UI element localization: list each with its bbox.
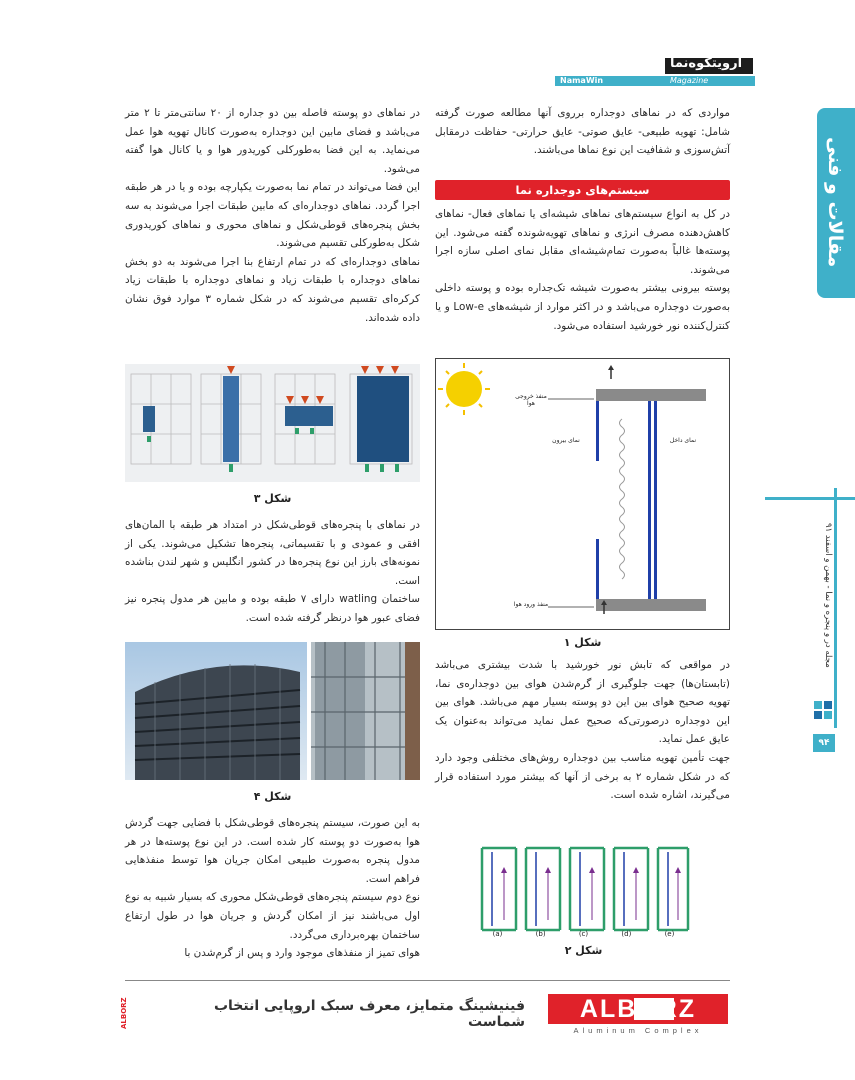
alborz-logo: [548, 992, 728, 1038]
fig1-outlet-label: منفذ خروجی هوا: [515, 393, 547, 407]
figure-3-caption: شکل ۳: [253, 492, 292, 505]
figure-4: [125, 642, 420, 780]
figure-3: [125, 364, 420, 482]
fig1-outer-label: نمای بیرون: [552, 437, 580, 444]
right-body-1: [435, 205, 730, 335]
paragraph: در کل به انواع سیستم‌های نماهای شیشه‌ای یا نماهای فعال- نماهای کاهش‌دهنده مصرف انرژی و نماهای تهویه‌شونده گفته می‌شود. این پوسته‌ها غالباً به‌صورت تمام‌شیشه‌ای مقابل نمای اصلی سازه اجرا می‌شوند.: [435, 208, 730, 276]
paragraph: این فضا می‌تواند در تمام نما به‌صورت یکپارچه بوده و یا در هر طبقه اجرا گردد. نماهای دوجداره‌ای که مابین طبقات اجرا می‌شوند به سه بخش پنجره‌های قوطی‌شکل و نماهای محوری و نماهای کوریدوری شکل به‌طورکلی تقسیم می‌شوند.: [125, 181, 420, 250]
intro-paragraph: مواردی که در نماهای دوجداره برروی آنها مطالعه صورت گرفته شامل: تهویه طبیعی- عایق صوتی- عایق حرارتی- حفاظت درمقابل آتش‌سوزی و شفافیت این نوع نماها می‌باشند.: [435, 107, 730, 157]
section-heading: سیستم‌های دوجداره نما: [435, 180, 730, 200]
fig2-letter: (e): [664, 930, 675, 938]
side-divider: [765, 485, 855, 488]
footer-divider: [125, 980, 730, 981]
logo-sub-magazine: Magazine: [670, 76, 709, 85]
logo-title: ارویتکوه‌نما: [669, 56, 743, 71]
figure-2: [476, 840, 691, 940]
fig2-letter: (d): [621, 930, 632, 938]
left-body-3: [125, 814, 420, 963]
paragraph: در نماهای با پنجره‌های قوطی‌شکل در امتداد هر طبقه با المان‌های افقی و عمودی و با تقسیماتی، پنجره‌ها تشکیل می‌شوند. یکی از نمونه‌های بارز این نوع پنجره‌ها در کشور انگلیس و شهر لندن بناشده است.: [125, 519, 420, 587]
logo-sub-brand: NamaWin: [560, 76, 604, 85]
right-body-2: [435, 656, 730, 805]
paragraph: هوای تمیز از منفذهای موجود وارد و پس از گرم‌شدن با: [184, 947, 420, 960]
paragraph: ساختمان watling دارای ۷ طبقه بوده و مابین هر مدول پنجره نیز فضای عبور هوا درنظر گرفته شده است.: [125, 593, 420, 624]
alborz-subtitle: Aluminum Complex: [573, 1026, 703, 1035]
alborz-brand: ALBORZ: [579, 995, 697, 1023]
fig1-inner-label: نمای داخل: [669, 437, 697, 444]
paragraph: در مواقعی که تابش نور خورشید با شدت بیشتری می‌باشد (تابستان‌ها) جهت جلوگیری از گرم‌شدن هوای بین دوجداره‌ی نما، تهویه صحیح هوای بین این دو پوسته بسیار مهم می‌باشد. هوای بین این دوجداره درصورتی‌که صحیح عمل نماید می‌تواند به‌عنوان یک عایق عمل نماید.: [435, 659, 730, 746]
fig2-letter: (b): [535, 930, 546, 938]
right-intro: [435, 104, 730, 160]
fig2-letter: (c): [578, 930, 589, 938]
paragraph: جهت تأمین تهویه مناسب بین دوجداره روش‌های مختلفی وجود دارد که در شکل شماره ۲ به برخی از آنها که بیشتر مورد استفاده قرار می‌گیرند، اشاره شده است.: [435, 751, 731, 802]
fig1-inlet-label: منفذ ورود هوا: [513, 601, 549, 608]
left-body-2: [125, 516, 420, 628]
paragraph: به این صورت، سیستم پنجره‌های قوطی‌شکل با فضایی جهت گردش هوا به‌صورت دو پوسته کار شده است. در این نوع پوسته‌ها در هر مدول پنجره به‌صورت طبیعی امکان جریان هوا توسط منفذهایی فراهم است.: [125, 817, 420, 885]
figure-2-caption: شکل ۲: [564, 944, 603, 957]
side-vertical-line: [834, 488, 837, 728]
paragraph: در نماهای دو پوسته فاصله بین دو جداره از ۲۰ سانتی‌متر تا ۲ متر می‌باشد و فضای مابین این دوجداره به‌صورت کانال تهویه هوا عمل می‌نماید. به این فضا به‌طورکلی کوریدور هوا و یا کانال هوا گفته می‌شود.: [125, 107, 420, 175]
paragraph: نوع دوم سیستم پنجره‌های قوطی‌شکل محوری که بسیار شبیه به نوع اول می‌باشند نیز از امکان گردش و جریان هوا در طول ارتفاع ساختمان بهره‌برداری می‌گردد.: [125, 891, 420, 941]
fig2-letter: (a): [492, 930, 503, 938]
left-body-1: [125, 104, 420, 327]
figure-4-caption: شکل ۴: [253, 790, 292, 803]
side-magazine-info: مجله در و پنجره و نما - بهمن و اسفند ۹۱: [823, 522, 833, 668]
page-number: ۹۴: [813, 734, 835, 752]
paragraph: پوسته بیرونی بیشتر به‌صورت شیشه تک‌جداره بوده و پوسته داخلی به‌صورت دوجداره می‌باشد و در اکثر موارد از شیشه‌های Low-e و یا کنترل‌کننده نور خورشید استفاده می‌شود.: [435, 282, 730, 332]
paragraph: نماهای دوجداره‌ای که در تمام ارتفاع بنا اجرا می‌شوند به دو بخش نماهای دوجداره با طبقات زیاد و نماهای دوجداره با طبقات زیاد کرکره‌ای تقسیم می‌شوند که در شکل شماره ۳ موارد فوق نشان داده شده‌اند.: [125, 255, 421, 324]
section-tab-label: مقالات و فنی: [824, 137, 846, 268]
alborz-tagline: فینیشینگ متمایز، معرف سبک اروپایی انتخاب شماست: [213, 998, 525, 1030]
alborz-side-label: ALBORZ: [120, 997, 128, 1029]
figure-1-caption: شکل ۱: [563, 636, 602, 649]
figure-1: [435, 358, 730, 630]
windows-logo-icon: [813, 700, 833, 720]
